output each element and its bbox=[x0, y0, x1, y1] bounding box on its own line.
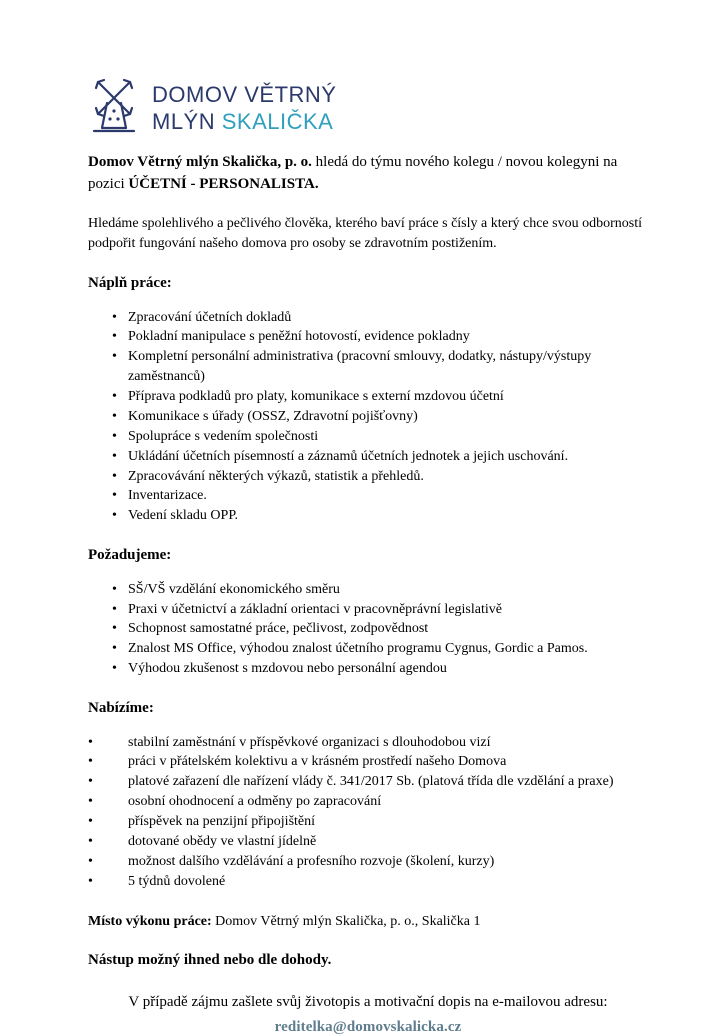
list-requirements bbox=[88, 580, 648, 679]
list-item: • Pokladní manipulace s peněžní hotovostí, evidence pokladny bbox=[88, 327, 648, 347]
logo-line-mlyn-skalicka bbox=[152, 108, 336, 134]
list-item: • Výhodou zkušenost s mzdovou nebo personální agendou bbox=[88, 659, 648, 679]
section-heading-offer: Nabízíme: bbox=[88, 700, 154, 717]
logo-line-domov-vetrny: DOMOV VĚTRNÝ bbox=[152, 81, 337, 107]
list-item: • Inventarizace. bbox=[88, 486, 648, 506]
start-date-line: Nástup možný ihned nebo dle dohody. bbox=[88, 951, 332, 968]
list-item: • Komunikace s úřady (OSSZ, Zdravotní pojišťovny) bbox=[88, 407, 648, 427]
organization-logo bbox=[88, 78, 336, 138]
list-item: • osobní ohodnocení a odměny po zapracování bbox=[88, 792, 648, 812]
document-body bbox=[88, 152, 648, 1036]
workplace-label: Místo výkonu práce: bbox=[88, 913, 212, 929]
list-item: • Praxi v účetnictví a základní orientaci v pracovněprávní legislativě bbox=[88, 600, 648, 620]
list-item: • Znalost MS Office, výhodou znalost účetního programu Cygnus, Gordic a Pamos. bbox=[88, 639, 648, 659]
list-offer bbox=[88, 733, 648, 892]
logo-word-mlyn: MLÝN bbox=[152, 108, 216, 134]
workplace-value: Domov Větrný mlýn Skalička, p. o., Skalička 1 bbox=[211, 913, 481, 929]
list-item: • možnost dalšího vzdělávání a profesního rozvoje (školení, kurzy) bbox=[88, 852, 648, 872]
list-item: • Zpracovávání některých výkazů, statistik a přehledů. bbox=[88, 467, 648, 487]
list-item: • platové zařazení dle nařízení vlády č. 341/2017 Sb. (platová třída dle vzdělání a praxe) bbox=[88, 772, 648, 792]
list-item: • příspěvek na penzijní připojištění bbox=[88, 812, 648, 832]
logo-word-skalicka: SKALIČKA bbox=[221, 108, 334, 134]
position-title: ÚČETNÍ - PERSONALISTA. bbox=[128, 175, 319, 192]
windmill-icon bbox=[88, 78, 140, 138]
logo-wordmark bbox=[152, 81, 337, 134]
list-item: • Schopnost samostatné práce, pečlivost, zodpovědnost bbox=[88, 619, 648, 639]
organization-name: Domov Větrný mlýn Skalička, p. o. bbox=[88, 154, 312, 170]
list-item: • Příprava podkladů pro platy, komunikace s externí mzdovou účetní bbox=[88, 387, 648, 407]
list-item: • Ukládání účetních písemností a záznamů účetních jednotek a jejich uschování. bbox=[88, 447, 648, 467]
intro-paragraph: Hledáme spolehlivého a pečlivého člověka, kterého baví práce s čísly a který chce svou odborností podpořit fungování našeho domova pro osoby se zdravotním postižením. bbox=[88, 215, 642, 251]
list-item: • stabilní zaměstnání v příspěvkové organizaci s dlouhodobou vizí bbox=[88, 733, 648, 753]
list-item: • dotované obědy ve vlastní jídelně bbox=[88, 832, 648, 852]
list-item: • Spolupráce s vedením společnosti bbox=[88, 427, 648, 447]
list-item: • práci v přátelském kolektivu a v krásném prostředí našeho Domova bbox=[88, 752, 648, 772]
section-heading-requirements: Požadujeme: bbox=[88, 547, 172, 564]
section-heading-job-duties: Náplň práce: bbox=[88, 275, 172, 292]
lead-middle-text: hledá do týmu nového kolegu / novou kolegyni na pozici bbox=[88, 154, 618, 192]
list-item: • 5 týdnů dovolené bbox=[88, 872, 648, 892]
email-link[interactable]: reditelka@domovskalicka.cz bbox=[274, 1019, 462, 1036]
list-item: • Kompletní personální administrativa (pracovní smlouvy, dodatky, nástupy/výstupy zaměstnanců) bbox=[88, 347, 648, 387]
apply-instructions: V případě zájmu zašlete svůj životopis a motivační dopis na e-mailovou adresu: bbox=[128, 993, 608, 1010]
list-item: • SŠ/VŠ vzdělání ekonomického směru bbox=[88, 580, 648, 600]
list-item: • Vedení skladu OPP. bbox=[88, 506, 648, 526]
list-job-duties bbox=[88, 308, 648, 527]
lead-paragraph bbox=[88, 152, 648, 196]
list-item: • Zpracování účetních dokladů bbox=[88, 308, 648, 328]
workplace-line bbox=[88, 912, 648, 932]
